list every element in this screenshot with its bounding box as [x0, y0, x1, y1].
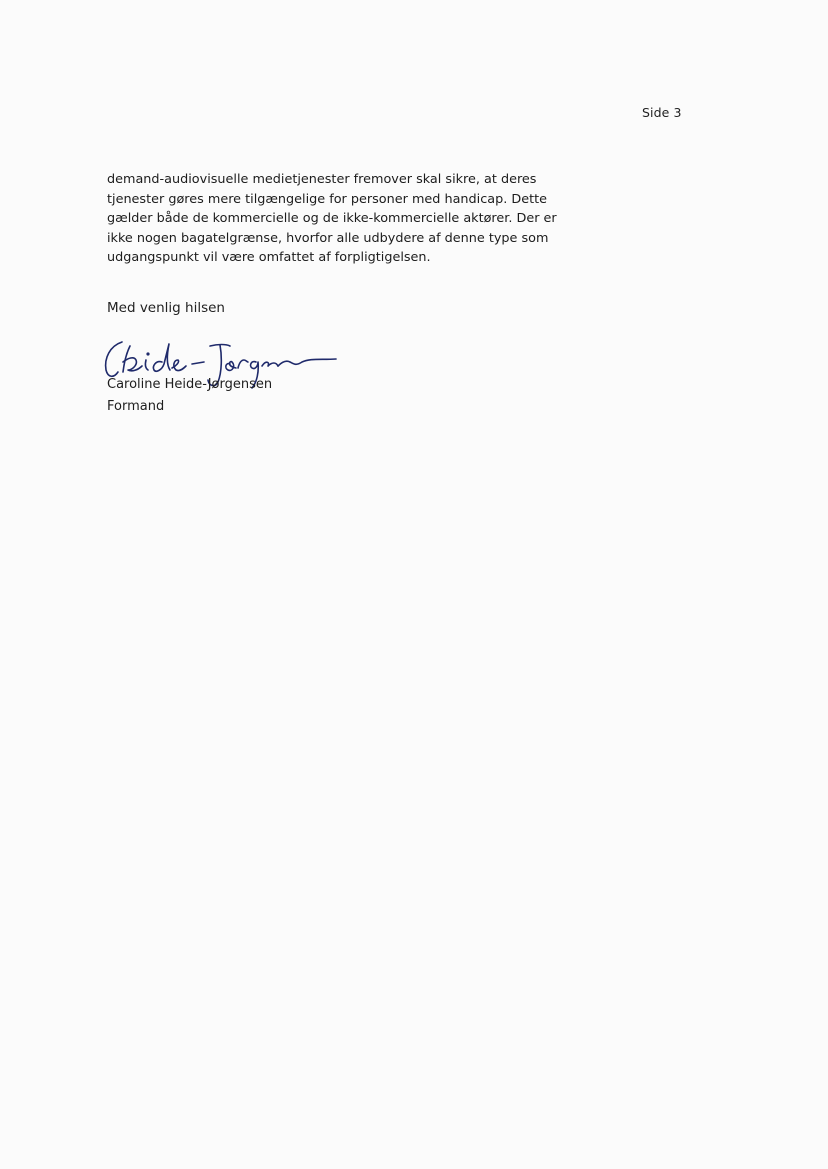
body-line: gælder både de kommercielle og de ikke-kommercielle aktører. Der er: [107, 211, 557, 226]
signer-name: Caroline Heide-Jørgensen: [107, 377, 273, 392]
body-line: demand-audiovisuelle medietjenester fremover skal sikre, at deres: [107, 172, 537, 187]
body-line: tjenester gøres mere tilgængelige for personer med handicap. Dette: [107, 191, 547, 207]
page-number: Side 3: [642, 105, 682, 120]
body-paragraph: [107, 170, 587, 268]
body-line: ikke nogen bagatelgrænse, hvorfor alle udbydere af denne type som: [107, 230, 549, 246]
signer-title: Formand: [107, 399, 165, 414]
closing-salutation: Med venlig hilsen: [107, 300, 225, 316]
body-line: udgangspunkt vil være omfattet af forpligtigelsen.: [107, 250, 431, 265]
